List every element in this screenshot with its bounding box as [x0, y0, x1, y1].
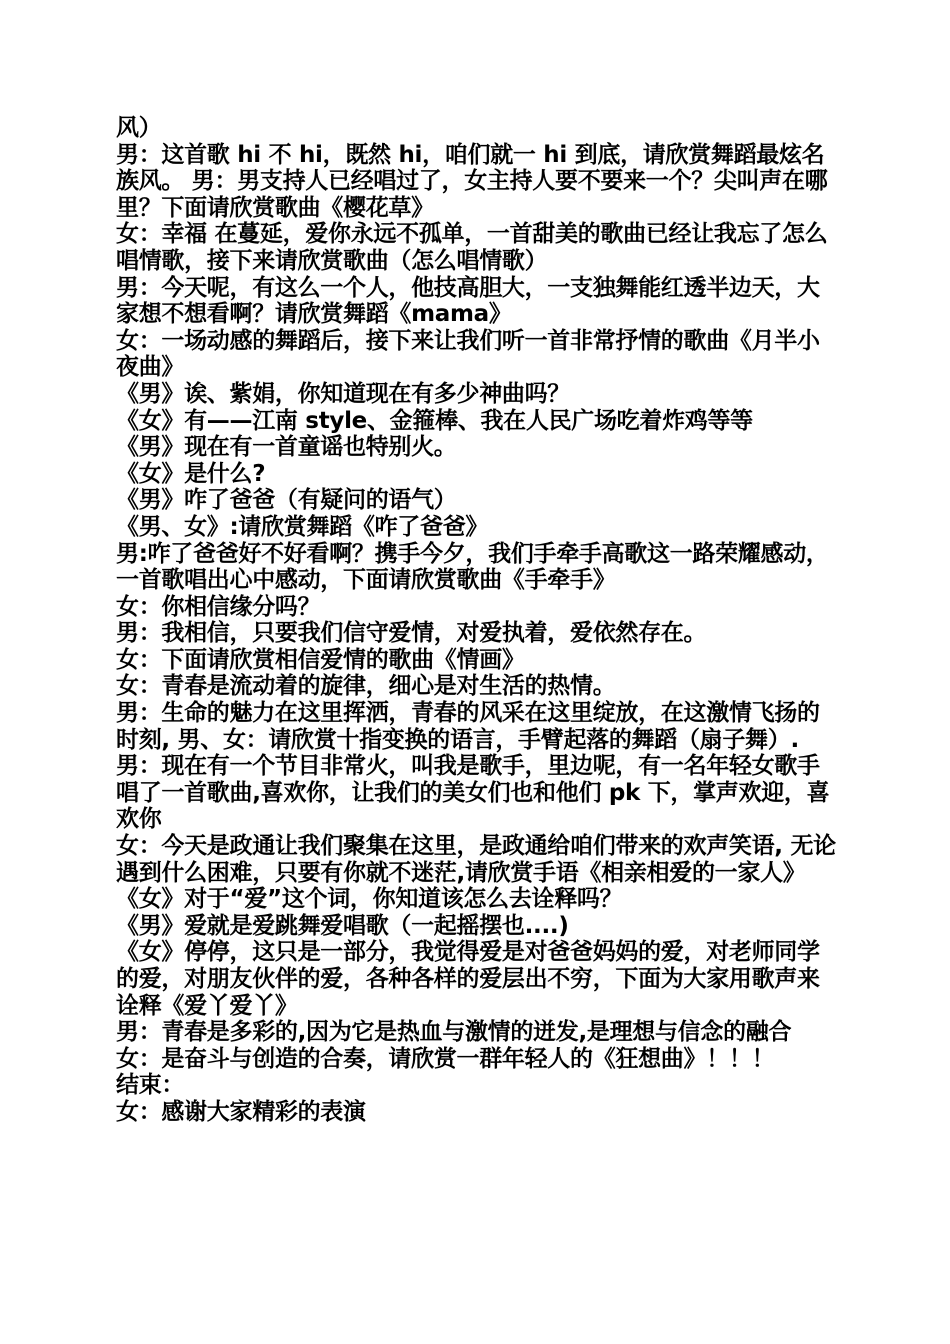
paragraph: 《男》诶、紫娟，你知道现在有多少神曲吗？	[116, 380, 571, 407]
paragraph: 女：青春是流动着的旋律，细心是对生活的热情。	[116, 673, 616, 700]
paragraph: 女：下面请欣赏相信爱情的歌曲《情画》	[116, 646, 525, 673]
paragraph: 《女》对于“爱”这个词，你知道该怎么去诠释吗？	[116, 886, 623, 913]
paragraph: 《女》停停，这只是一部分，我觉得爱是对爸爸妈妈的爱，对老师同学的爱，对朋友伙伴的爱，各种各样的爱层出不穷，下面为大家用歌声来诠释《爱丫爱丫》	[116, 939, 820, 1019]
paragraph: 男：我相信，只要我们信守爱情，对爱执着，爱依然存在。	[116, 620, 707, 647]
paragraph: 男：这首歌 hi 不 hi，既然 hi，咱们就一 hi 到底，请欣赏舞蹈最炫名族风。 男：男支持人已经唱过了，女主持人要不要来一个？尖叫声在哪里？下面请欣赏歌曲《樱花草》	[116, 141, 828, 221]
paragraph: 女：一场动感的舞蹈后，接下来让我们听一首非常抒情的歌曲《月半小夜曲》	[116, 327, 820, 381]
paragraph: 女：幸福 在蔓延，爱你永远不孤单，一首甜美的歌曲已经让我忘了怎么唱情歌，接下来请欣赏歌曲（怎么唱情歌）	[116, 221, 828, 274]
paragraph: 女：你相信缘分吗？	[116, 593, 321, 620]
paragraph: 女：今天是政通让我们聚集在这里，是政通给咱们带来的欢声笑语, 无论遇到什么困难，只要有你就不迷茫,请欣赏手语《相亲相爱的一家人》	[116, 833, 836, 886]
paragraph: 《男》爱就是爱跳舞爱唱歌（一起摇摆也....)	[116, 912, 569, 939]
paragraph: 女：感谢大家精彩的表演	[116, 1098, 366, 1125]
document-body	[116, 115, 836, 1126]
paragraph: 《女》是什么?	[116, 460, 266, 487]
paragraph: 《女》有——江南 style、金箍棒、我在人民广场吃着炸鸡等等	[116, 407, 753, 434]
paragraph: 男：现在有一个节目非常火，叫我是歌手，里边呢，有一名年轻女歌手唱了一首歌曲,喜欢你，让我们的美女们也和他们 pk 下，掌声欢迎，喜欢你	[116, 753, 830, 833]
paragraph: 《男》咋了爸爸（有疑问的语气）	[116, 487, 457, 514]
paragraph: 男：生命的魅力在这里挥洒，青春的风采在这里绽放，在这激情飞扬的时刻, 男、女：请欣赏十指变换的语言，手臂起落的舞蹈（扇子舞）.	[116, 700, 820, 753]
paragraph: 风）	[116, 115, 162, 141]
paragraph: 结束：	[116, 1072, 185, 1099]
paragraph: 《男》现在有一首童谣也特别火。	[116, 434, 457, 461]
paragraph: 《男、女》:请欣赏舞蹈《咋了爸爸》	[116, 513, 489, 540]
paragraph: 男:咋了爸爸好不好看啊？携手今夕，我们手牵手高歌这一路荣耀感动，一首歌唱出心中感动，下面请欣赏歌曲《手牵手》	[116, 540, 829, 594]
paragraph: 男：今天呢，有这么一个人，他技高胆大，一支独舞能红透半边天，大家想不想看啊？请欣赏舞蹈《mama》	[116, 274, 820, 328]
paragraph: 男：青春是多彩的,因为它是热血与激情的迸发,是理想与信念的融合 女：是奋斗与创造的合奏，请欣赏一群年轻人的《狂想曲》！！！	[116, 1019, 792, 1072]
